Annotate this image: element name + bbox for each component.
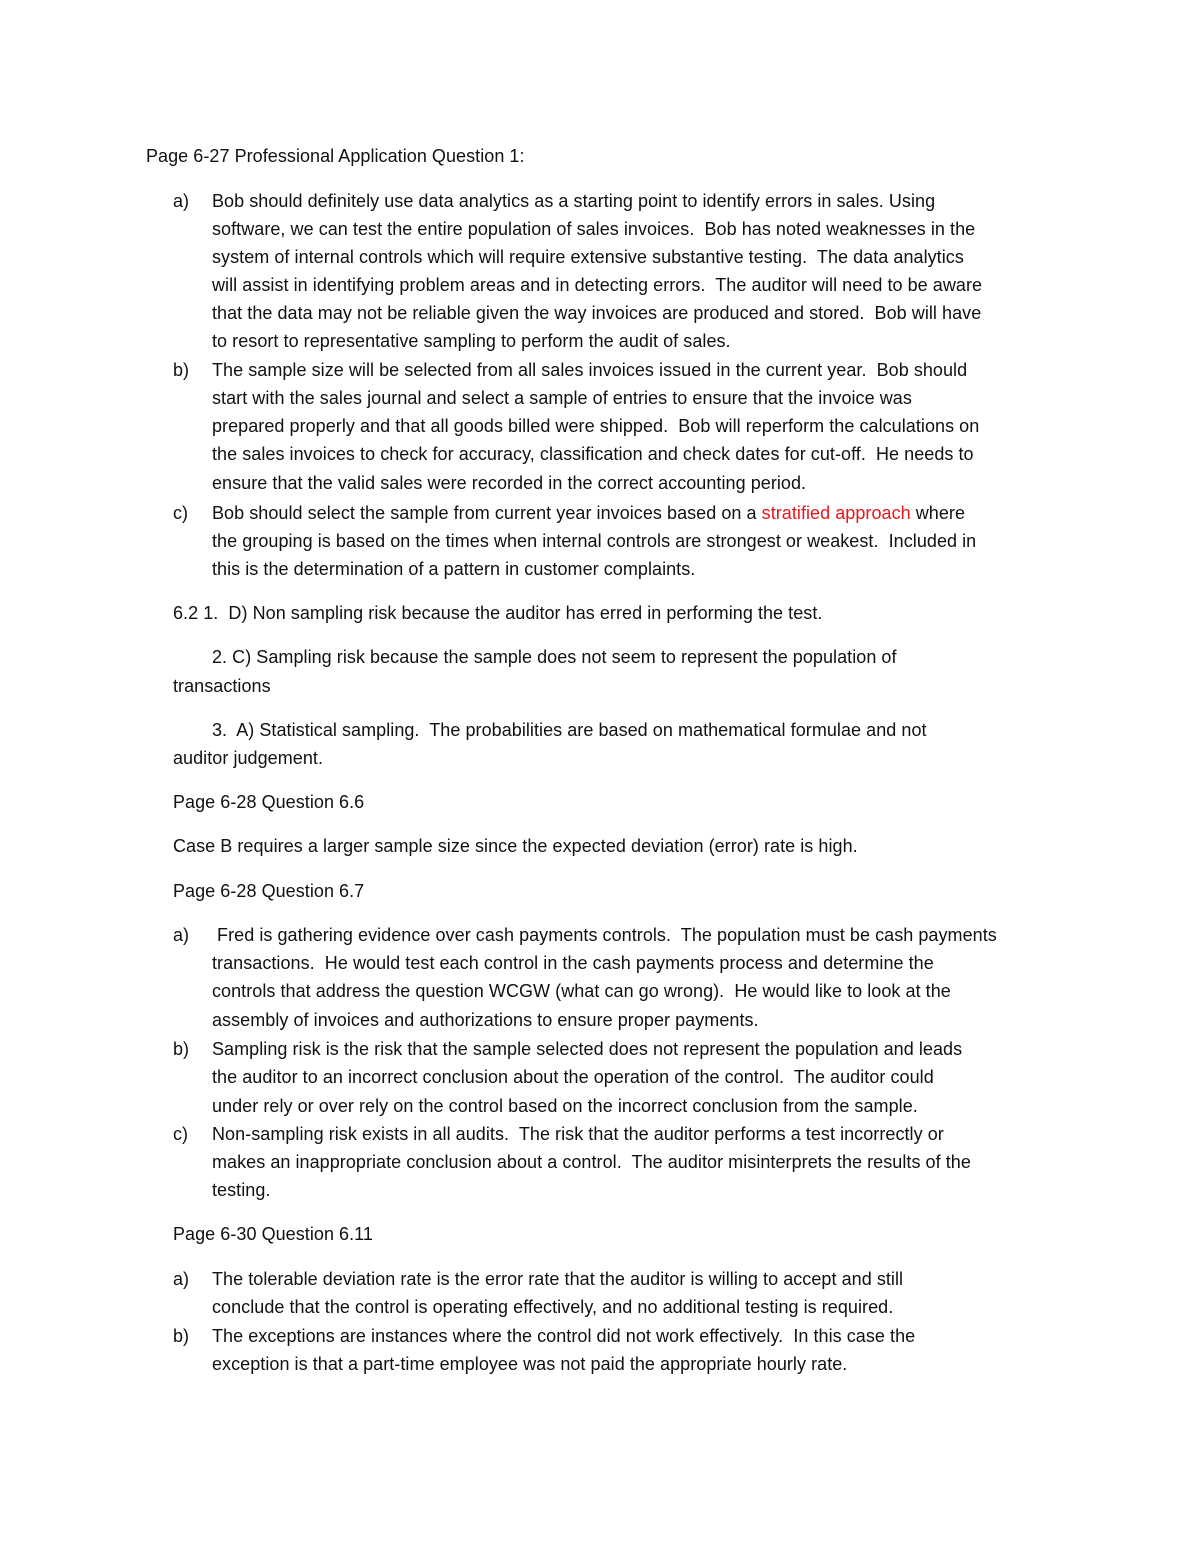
q611-b-label: b) [173, 1326, 190, 1346]
q1-a-line: that the data may not be reliable given the way invoices are produced and stored. Bob will have [212, 303, 982, 323]
q1-c-label: c) [173, 503, 189, 523]
q1-b-line: prepared properly and that all goods billed were shipped. Bob will reperform the calculations on [212, 416, 980, 436]
stratified-approach-highlight: stratified approach [761, 503, 911, 523]
q611-b-line: The exceptions are instances where the control did not work effectively. In this case the [212, 1326, 916, 1346]
q62-item-2-cont: transactions [173, 676, 271, 696]
q1-b-line: the sales invoices to check for accuracy, classification and check dates for cut-off. He needs to [212, 444, 974, 464]
q67-c-label: c) [173, 1124, 189, 1144]
q67-b-line: under rely or over rely on the control based on the incorrect conclusion from the sample. [212, 1096, 918, 1116]
q62-item-3-cont: auditor judgement. [173, 748, 323, 768]
q611-a-line: The tolerable deviation rate is the error rate that the auditor is willing to accept and still [212, 1269, 904, 1289]
q66-answer: Case B requires a larger sample size since the expected deviation (error) rate is high. [173, 836, 858, 856]
q1-a-line: to resort to representative sampling to perform the audit of sales. [212, 331, 731, 351]
q1-a-line: system of internal controls which will require extensive substantive testing. The data analytics [212, 247, 964, 267]
q67-c-line: testing. [212, 1180, 271, 1200]
q66-heading: Page 6-28 Question 6.6 [173, 792, 365, 812]
q62-item-3: 3. A) Statistical sampling. The probabilities are based on mathematical formulae and not [212, 720, 927, 740]
q67-c-line: makes an inappropriate conclusion about a control. The auditor misinterprets the results of the [212, 1152, 971, 1172]
q1-a-line: software, we can test the entire population of sales invoices. Bob has noted weaknesses in the [212, 219, 976, 239]
q1-a-line: will assist in identifying problem areas and in detecting errors. The auditor will need to be aware [212, 275, 983, 295]
q1-b-line: The sample size will be selected from all sales invoices issued in the current year. Bob should [212, 360, 968, 380]
q62-item-2: 2. C) Sampling risk because the sample does not seem to represent the population of [212, 647, 897, 667]
q1-b-label: b) [173, 360, 190, 380]
q611-a-label: a) [173, 1269, 190, 1289]
q67-b-line: the auditor to an incorrect conclusion about the operation of the control. The auditor could [212, 1067, 934, 1087]
q611-b-line: exception is that a part-time employee was not paid the appropriate hourly rate. [212, 1354, 848, 1374]
q1-c-text-pre: Bob should select the sample from current year invoices based on a [212, 503, 762, 523]
q67-a-line: transactions. He would test each control in the cash payments process and determine the [212, 953, 934, 973]
q1-c-line: this is the determination of a pattern in customer complaints. [212, 559, 696, 579]
q67-a-label: a) [173, 925, 190, 945]
q67-a-line: controls that address the question WCGW (what can go wrong). He would like to look at the [212, 981, 951, 1001]
q1-b-line: start with the sales journal and select a sample of entries to ensure that the invoice was [212, 388, 912, 408]
q1-a-label: a) [173, 191, 190, 211]
q67-c-line: Non-sampling risk exists in all audits. The risk that the auditor performs a test incorrectly or [212, 1124, 944, 1144]
q1-b-line: ensure that the valid sales were recorded in the correct accounting period. [212, 473, 807, 493]
q62-item-1: 6.2 1. D) Non sampling risk because the auditor has erred in performing the test. [173, 603, 823, 623]
q67-b-label: b) [173, 1039, 190, 1059]
q611-a-line: conclude that the control is operating effectively, and no additional testing is required. [212, 1297, 894, 1317]
q67-heading: Page 6-28 Question 6.7 [173, 881, 365, 901]
q67-b-line: Sampling risk is the risk that the sample selected does not represent the population and leads [212, 1039, 963, 1059]
q67-a-line: Fred is gathering evidence over cash payments controls. The population must be cash payments [212, 925, 997, 945]
q1-c-line: the grouping is based on the times when internal controls are strongest or weakest. Included in [212, 531, 977, 551]
q611-heading: Page 6-30 Question 6.11 [173, 1224, 373, 1244]
q1-c-text-post: where [910, 503, 966, 523]
q1-a-line: Bob should definitely use data analytics as a starting point to identify errors in sales. Using [212, 191, 936, 211]
q1-heading: Page 6-27 Professional Application Question 1: [146, 146, 525, 166]
q1-c-line-first [212, 502, 965, 524]
q67-a-line: assembly of invoices and authorizations to ensure proper payments. [212, 1010, 759, 1030]
